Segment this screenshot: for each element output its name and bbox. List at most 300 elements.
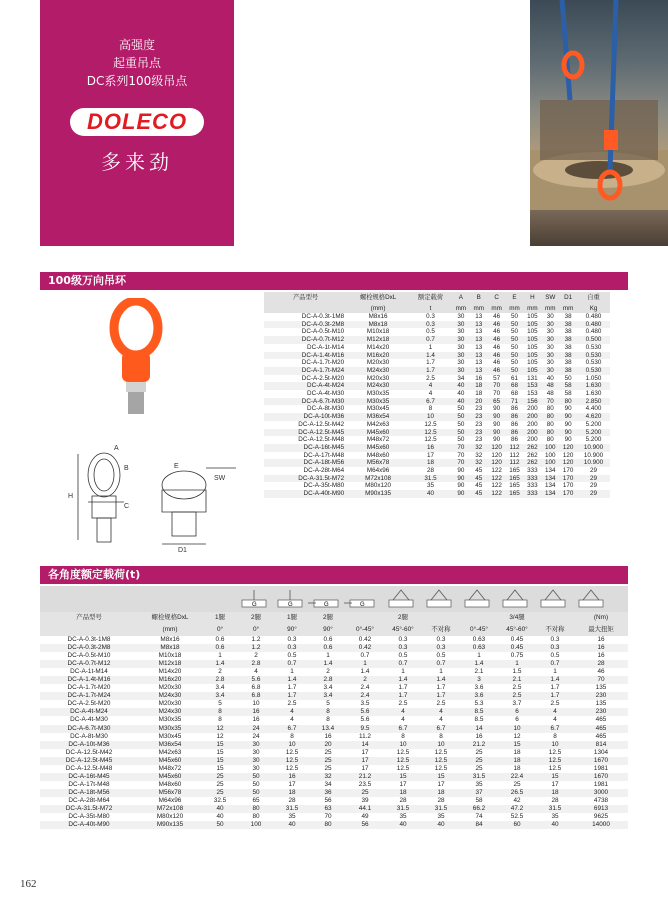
value-cell: 30 (546, 343, 554, 351)
value-cell: 2.8 (251, 660, 261, 668)
doleco-logo (70, 108, 204, 138)
value-cell: 9625 (593, 813, 609, 821)
model-cell: DC-A-4t-M30 (70, 716, 108, 724)
section-title-angle-loads: 各角度额定载荷(t) (40, 566, 628, 584)
value-cell: 40 (216, 804, 224, 812)
angle-table-row (40, 821, 628, 829)
dim-label-d1: D1 (178, 547, 187, 554)
value-cell: 30 (546, 320, 554, 328)
value-cell: 122 (491, 474, 502, 482)
value-cell: 4 (428, 390, 433, 398)
value-cell: 156 (527, 397, 538, 405)
value-cell: 8 (439, 732, 443, 740)
value-cell: 17 (361, 764, 369, 772)
value-cell: 120 (491, 443, 502, 451)
dim-label-h: H (68, 493, 74, 500)
value-cell: 15 (216, 740, 224, 748)
value-cell: M42x63 (158, 748, 182, 756)
value-cell: 2 (326, 668, 330, 676)
angle-table-row (40, 813, 628, 821)
value-cell: 40 (288, 821, 296, 829)
value-cell: 1670 (593, 756, 609, 764)
value-cell: 0.42 (358, 644, 372, 652)
value-cell: 1.7 (550, 684, 560, 692)
value-cell: 40 (216, 813, 224, 821)
value-cell: 28 (427, 467, 435, 475)
value-cell: 38 (564, 313, 572, 320)
model-cell: DC-A-1t-M14 (70, 668, 108, 676)
value-cell: M30x35 (366, 390, 390, 398)
value-cell: 70 (457, 459, 465, 467)
value-cell: 1.4 (474, 660, 484, 668)
value-cell: 50 (457, 428, 465, 436)
spec-table-row (264, 344, 610, 352)
value-cell: 2.1 (512, 676, 522, 684)
value-cell: M24x30 (366, 382, 390, 390)
value-cell: 44.1 (358, 804, 372, 812)
model-cell: DC-A-0.3t-2M8 (301, 320, 345, 328)
value-cell: 0.480 (585, 320, 602, 328)
value-cell: 17 (437, 780, 445, 788)
model-cell: DC-A-40t-M90 (303, 490, 345, 498)
value-cell: M48x60 (366, 451, 390, 459)
value-cell: 0.7 (426, 336, 435, 344)
angle-header-34leg-group: 3/4腿 (509, 614, 525, 621)
value-cell: 29 (590, 490, 598, 498)
value-cell: 2.8 (215, 676, 225, 684)
value-cell: 30 (252, 740, 260, 748)
value-cell: 38 (564, 351, 572, 359)
value-cell: 8 (218, 716, 222, 724)
value-cell: 0.3 (550, 636, 560, 643)
value-cell: 50 (510, 366, 518, 374)
value-cell: 46 (493, 359, 501, 367)
value-cell: 10 (427, 413, 435, 421)
value-cell: 11.2 (359, 732, 371, 740)
value-cell: M24x30 (158, 692, 182, 700)
spec-table-row (264, 390, 610, 398)
value-cell: 18 (475, 382, 483, 390)
model-cell: DC-A-40t-M90 (68, 821, 110, 829)
value-cell: 10.900 (583, 451, 604, 459)
value-cell: 0.530 (585, 366, 602, 374)
value-cell: 1.4 (398, 676, 408, 684)
value-cell: 4 (290, 708, 294, 716)
value-cell: 1 (428, 343, 433, 351)
value-cell: M14x20 (366, 343, 390, 351)
value-cell: 50 (252, 788, 260, 796)
value-cell: 50 (457, 413, 465, 421)
value-cell: 35 (288, 813, 296, 821)
value-cell: 23 (475, 428, 483, 436)
value-cell: M8x16 (368, 313, 388, 320)
model-cell: DC-A-10t-M36 (303, 413, 345, 421)
value-cell: 23 (475, 436, 483, 444)
value-cell: 80 (546, 405, 554, 413)
value-cell: 120 (491, 451, 502, 459)
value-cell: 122 (491, 482, 502, 490)
angle-sub-bolt-unit: (mm) (162, 626, 178, 633)
value-cell: 105 (527, 359, 538, 367)
value-cell: 12.5 (285, 756, 299, 764)
value-cell: 165 (509, 490, 520, 498)
value-cell: 18 (437, 788, 445, 796)
value-cell: 18 (288, 788, 296, 796)
angle-header-bolt: 螺栓规格DxL (151, 614, 189, 621)
angle-sub-7: 45°-60° (392, 626, 414, 633)
value-cell: 17 (288, 780, 296, 788)
hero-title-line-3: DC系列100级吊点 (86, 74, 188, 88)
model-cell: DC-A-35t-M80 (303, 482, 345, 490)
brand-panel (40, 0, 234, 246)
model-cell: DC-A-17t-M48 (303, 451, 345, 459)
value-cell: 70 (597, 676, 605, 684)
value-cell: 105 (527, 351, 538, 359)
value-cell: 112 (509, 443, 520, 451)
model-cell: DC-A-1.4t-M16 (67, 676, 111, 684)
value-cell: 30 (546, 313, 554, 320)
value-cell: 120 (562, 459, 574, 467)
value-cell: 0.7 (287, 660, 297, 668)
spec-unit-c: mm (491, 305, 502, 312)
value-cell: 0.5 (287, 652, 297, 660)
value-cell: 23 (475, 413, 483, 421)
value-cell: 32.5 (213, 796, 227, 804)
spec-unit-load: t (429, 305, 432, 312)
value-cell: 15 (513, 740, 521, 748)
value-cell: 16 (252, 716, 260, 724)
value-cell: 28 (437, 796, 445, 804)
value-cell: 4 (290, 716, 294, 724)
value-cell: 18 (475, 390, 483, 398)
model-cell: DC-A-28t-M64 (303, 467, 345, 475)
value-cell: 46 (493, 343, 501, 351)
value-cell: 1.2 (251, 644, 261, 652)
value-cell: 100 (545, 443, 556, 451)
value-cell: 1.4 (287, 676, 297, 684)
model-cell: DC-A-18t-M56 (303, 459, 345, 467)
value-cell: 13.4 (321, 724, 335, 732)
value-cell: 170 (562, 467, 574, 475)
value-cell: M45x60 (158, 772, 182, 780)
model-cell: DC-A-12.5t-M45 (298, 428, 345, 436)
value-cell: 170 (562, 474, 574, 482)
angle-sub-model (40, 624, 138, 636)
value-cell: 0.3 (426, 313, 435, 320)
value-cell: 2.5 (436, 700, 446, 708)
value-cell: 4 (553, 716, 557, 724)
value-cell: 333 (527, 474, 538, 482)
value-cell: 1.4 (215, 660, 225, 668)
value-cell: 20 (324, 740, 332, 748)
value-cell: 50 (510, 320, 518, 328)
value-cell: 50 (216, 821, 224, 829)
value-cell: 40 (399, 821, 407, 829)
value-cell: 24 (252, 724, 260, 732)
value-cell: 0.3 (436, 644, 446, 652)
spec-table-row (264, 367, 610, 375)
value-cell: 262 (527, 459, 538, 467)
model-cell: DC-A-0.5t-M10 (67, 652, 111, 660)
value-cell: 1.7 (287, 684, 297, 692)
angle-header-model: 产品型号 (76, 614, 102, 621)
angle-table-row (40, 636, 628, 644)
value-cell: 5 (326, 700, 330, 708)
value-cell: 1670 (593, 772, 609, 780)
value-cell: 105 (527, 320, 538, 328)
value-cell: 3.4 (215, 692, 225, 700)
value-cell: 34 (324, 780, 332, 788)
value-cell: 4.400 (585, 405, 602, 413)
angle-table-row (40, 797, 628, 805)
value-cell: 4 (553, 708, 557, 716)
value-cell: M42x63 (366, 420, 390, 428)
value-cell: 38 (564, 343, 572, 351)
spec-unit-e: mm (509, 305, 520, 312)
spec-header-c: C (494, 294, 499, 301)
value-cell: 47.2 (510, 804, 524, 812)
value-cell: 38 (564, 320, 572, 328)
value-cell: 3 (477, 676, 481, 684)
value-cell: 1.4 (323, 660, 333, 668)
value-cell: 35 (475, 780, 483, 788)
value-cell: 30 (252, 764, 260, 772)
value-cell: 2 (218, 668, 222, 676)
spec-header-load: 额定载荷 (417, 294, 444, 301)
value-cell: 31.5 (396, 804, 410, 812)
value-cell: 122 (491, 490, 502, 498)
angle-table-row (40, 692, 628, 700)
value-cell: 12.5 (396, 756, 410, 764)
value-cell: 5.200 (585, 420, 602, 428)
value-cell: 50 (564, 374, 572, 382)
value-cell: 2.5 (398, 700, 408, 708)
value-cell: 2 (363, 676, 367, 684)
sling-angle-icon (427, 590, 451, 607)
svg-text:G: G (360, 602, 365, 608)
value-cell: 80 (546, 428, 554, 436)
value-cell: 10 (513, 724, 521, 732)
model-cell: DC-A-0.3t-1M8 (301, 313, 345, 320)
value-cell: M14x20 (158, 668, 182, 676)
angle-table-row (40, 660, 628, 668)
value-cell: 122 (491, 467, 502, 475)
model-cell: DC-A-4t-M24 (70, 708, 108, 716)
value-cell: 105 (527, 336, 538, 344)
value-cell: 23 (475, 405, 483, 413)
svg-text:G: G (288, 602, 293, 608)
value-cell: 230 (595, 708, 607, 716)
value-cell: 65 (252, 796, 260, 804)
value-cell: 38 (564, 336, 572, 344)
dim-label-b: B (124, 465, 129, 472)
sling-angle-icon (308, 600, 338, 608)
value-cell: M48x72 (366, 436, 390, 444)
value-cell: 25 (475, 756, 483, 764)
value-cell: 4 (401, 716, 405, 724)
value-cell: 45 (475, 467, 483, 475)
value-cell: 5.200 (585, 428, 602, 436)
model-cell: DC-A-28t-M64 (68, 796, 110, 804)
value-cell: 70 (546, 397, 554, 405)
value-cell: 74 (475, 813, 483, 821)
value-cell: 70 (324, 813, 332, 821)
sling-angle-icon (579, 590, 603, 607)
model-cell: DC-A-31.5t-M72 (298, 474, 345, 482)
value-cell: 16 (597, 636, 605, 643)
value-cell: 1981 (593, 780, 609, 788)
value-cell: 4 (439, 716, 443, 724)
value-cell: 0.5 (398, 652, 408, 660)
spec-header-a: A (458, 294, 463, 301)
spec-unit-model (264, 304, 347, 313)
value-cell: 25 (513, 780, 521, 788)
value-cell: 105 (527, 328, 538, 336)
product-photo (530, 0, 668, 246)
spec-table-row (264, 336, 610, 344)
value-cell: 1 (477, 652, 481, 660)
angle-table-body (40, 636, 628, 829)
value-cell: 105 (527, 313, 538, 320)
hoist-photo-illustration (530, 0, 668, 246)
value-cell: 15 (551, 772, 559, 780)
value-cell: 4 (439, 708, 443, 716)
angle-header-2leg-90: 2腿 (323, 614, 333, 621)
value-cell: 30 (457, 336, 465, 344)
spec-table-row (264, 359, 610, 367)
value-cell: 25 (475, 748, 483, 756)
value-cell: 16 (252, 708, 260, 716)
value-cell: 31.5 (434, 804, 448, 812)
value-cell: 42 (513, 796, 521, 804)
value-cell: 8 (553, 732, 557, 740)
value-cell: 46 (493, 313, 501, 320)
value-cell: 16 (597, 644, 605, 652)
value-cell: 58 (564, 382, 572, 390)
value-cell: 36 (324, 788, 332, 796)
hero-blank (234, 0, 530, 246)
value-cell: 6.8 (251, 684, 261, 692)
angle-table-row (40, 676, 628, 684)
value-cell: M90x135 (156, 821, 184, 829)
value-cell: 134 (545, 474, 556, 482)
angle-sub-12: 最大扭矩 (588, 626, 614, 633)
value-cell: 35 (399, 813, 407, 821)
angle-sub-8: 不对称 (431, 626, 451, 633)
value-cell: 8 (290, 732, 294, 740)
value-cell: 90 (564, 405, 572, 413)
value-cell: 1.630 (585, 390, 602, 398)
value-cell: 120 (562, 443, 574, 451)
value-cell: 5.3 (474, 700, 484, 708)
value-cell: M24x30 (366, 366, 390, 374)
value-cell: 15 (216, 756, 224, 764)
value-cell: 16 (288, 772, 296, 780)
angle-table-row (40, 644, 628, 652)
value-cell: 6.7 (426, 397, 435, 405)
angle-header-2leg-0: 2腿 (251, 614, 261, 621)
value-cell: 15 (216, 748, 224, 756)
value-cell: 6.7 (436, 724, 446, 732)
model-cell: DC-A-4t-M24 (307, 382, 345, 390)
value-cell: 8.5 (474, 708, 484, 716)
value-cell: 18 (513, 748, 521, 756)
value-cell: 1.050 (585, 374, 602, 382)
value-cell: 2.5 (287, 700, 297, 708)
angle-sub-2: 0° (216, 626, 224, 633)
value-cell: 12.5 (396, 764, 410, 772)
value-cell: 4 (401, 708, 405, 716)
value-cell: 17 (361, 748, 369, 756)
value-cell: 1.7 (436, 684, 446, 692)
value-cell: 4 (428, 382, 433, 390)
value-cell: 6.7 (398, 724, 408, 732)
value-cell: 1 (515, 660, 519, 668)
spec-table-row (264, 444, 610, 452)
value-cell: 50 (457, 405, 465, 413)
spec-header-row (264, 292, 610, 304)
spec-unit-bolt: (mm) (370, 305, 386, 312)
spec-table-row (264, 429, 610, 437)
value-cell: 0.3 (287, 644, 297, 652)
value-cell: 1.2 (251, 636, 261, 643)
angle-header-1leg-90: 1腿 (287, 614, 297, 621)
value-cell: 25 (475, 764, 483, 772)
value-cell: 90 (457, 474, 465, 482)
value-cell: 71 (510, 397, 518, 405)
value-cell: 90 (564, 413, 572, 421)
value-cell: 262 (527, 451, 538, 459)
model-cell: DC-A-1.7t-M20 (301, 359, 345, 367)
value-cell: 0.6 (323, 636, 333, 643)
value-cell: 15 (216, 764, 224, 772)
value-cell: 86 (510, 436, 518, 444)
value-cell: 134 (545, 467, 556, 475)
value-cell: 165 (509, 467, 520, 475)
value-cell: 170 (562, 490, 574, 498)
value-cell: 45 (475, 490, 483, 498)
value-cell: 1.7 (426, 366, 435, 374)
value-cell: 32 (475, 451, 483, 459)
value-cell: 3.6 (474, 692, 484, 700)
value-cell: 0.45 (510, 636, 524, 643)
sling-angle-icon (541, 590, 565, 607)
spec-header-sw: SW (545, 294, 556, 301)
model-cell: DC-A-0.7t-M12 (67, 660, 111, 668)
value-cell: 31.5 (285, 804, 299, 812)
value-cell: 90 (457, 467, 465, 475)
model-cell: DC-A-16t-M45 (68, 772, 110, 780)
spec-table-row (264, 421, 610, 429)
model-cell: DC-A-2.5t-M20 (67, 700, 111, 708)
value-cell: 120 (491, 459, 502, 467)
value-cell: 25 (324, 756, 332, 764)
value-cell: 1 (290, 668, 294, 676)
value-cell: 1304 (593, 748, 609, 756)
value-cell: 0.3 (287, 636, 297, 643)
value-cell: 70 (493, 390, 501, 398)
value-cell: 131 (527, 374, 538, 382)
value-cell: 22.4 (510, 772, 524, 780)
value-cell: 2.850 (585, 397, 602, 405)
value-cell: 13 (475, 313, 483, 320)
value-cell: 13 (475, 366, 483, 374)
value-cell: 10.900 (583, 443, 604, 451)
value-cell: 0.480 (585, 313, 602, 320)
value-cell: 21.2 (472, 740, 486, 748)
model-cell: DC-A-10t-M36 (68, 740, 110, 748)
value-cell: 5.6 (251, 676, 261, 684)
